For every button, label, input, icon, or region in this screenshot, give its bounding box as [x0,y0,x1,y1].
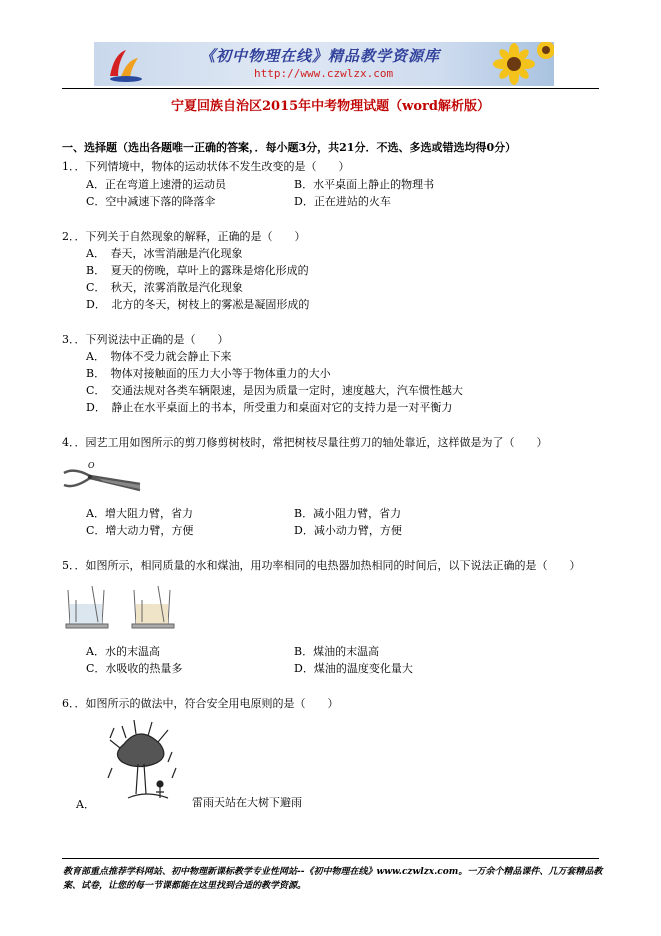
question-2-option-a: A． 春天，冰雪消融是汽化现象 [86,247,243,260]
question-5-option-c: C．水吸收的热量多 [86,662,183,675]
heating-beakers-figure [62,582,192,632]
tree-in-rain-figure [106,718,186,808]
banner-url: http://www.czwlzx.com [254,67,394,80]
question-2-option-c: C． 秋天，浓雾消散是汽化现象 [86,281,243,294]
question-4-option-a: A．增大阻力臂，省力 [86,507,193,520]
question-1-option-c: C．空中减速下落的降落伞 [86,195,216,208]
question-4-option-b: B．减小阻力臂，省力 [294,507,402,520]
site-logo-icon [104,46,144,84]
pivot-label: O [88,461,95,470]
question-3-option-d: D． 静止在水平桌面上的书本，所受重力和桌面对它的支持力是一对平衡力 [86,401,453,414]
footer-note: 教育部重点推荐学科网站、初中物理新课标教学专业性网站--《初中物理在线》www.czwlzx.com。一万余个精品课件、几万套精品教案、试卷，让您的每一节课都能在这里找到合适的教学资源。 [63,867,603,891]
banner-title: 《初中物理在线》精品教学资源库 [200,47,441,65]
section-heading: 一、选择题（选出各题唯一正确的答案，．每小题3分，共21分．不选、多选或错选均得0分） [62,141,517,154]
question-6-option-a-letter: A． [76,798,95,811]
question-5-option-a: A．水的末温高 [86,645,160,658]
question-1-option-a: A．正在弯道上速滑的运动员 [86,178,226,191]
question-5-option-b: B．煤油的末温高 [294,645,380,658]
question-3-option-a: A． 物体不受力就会静止下来 [86,350,232,363]
header-banner [94,42,554,86]
question-2-stem: 2．．下列关于自然现象的解释，正确的是（ ） [62,230,306,243]
question-3-option-b: B． 物体对接触面的压力大小等于物体重力的大小 [86,367,331,380]
question-3-option-c: C． 交通法规对各类车辆限速，是因为质量一定时，速度越大，汽车惯性越大 [86,384,463,397]
question-4-stem: 4．．园艺工用如图所示的剪刀修剪树枝时，常把树枝尽量往剪刀的轴处靠近，这样做是为了（ ） [62,436,548,449]
question-5-stem: 5．．如图所示，相同质量的水和煤油，用功率相同的电热器加热相同的时间后，以下说法正确的是（ ） [62,559,581,572]
question-1-option-d: D．正在进站的火车 [294,195,391,208]
pruning-shears-figure [62,459,142,499]
question-6-option-a-caption: 雷雨天站在大树下避雨 [192,796,302,809]
question-1-option-b: B．水平桌面上静止的物理书 [294,178,435,191]
question-2-option-d: D． 北方的冬天，树枝上的雾凇是凝固形成的 [86,298,310,311]
question-2-option-b: B． 夏天的傍晚，草叶上的露珠是熔化形成的 [86,264,309,277]
question-4-option-c: C．增大动力臂，方便 [86,524,194,537]
sunflower-icon [484,42,554,86]
footer-rule [62,858,599,859]
document-title: 宁夏回族自治区2015年中考物理试题（word解析版） [171,99,490,114]
question-3-stem: 3．．下列说法中正确的是（ ） [62,333,229,346]
question-6-stem: 6．．如图所示的做法中，符合安全用电原则的是（ ） [62,697,339,710]
header-rule [62,88,599,89]
question-4-option-d: D．减小动力臂，方便 [294,524,402,537]
question-1-stem: 1．．下列情境中，物体的运动状体不发生改变的是（ ） [62,160,350,173]
question-5-option-d: D．煤油的温度变化量大 [294,662,413,675]
